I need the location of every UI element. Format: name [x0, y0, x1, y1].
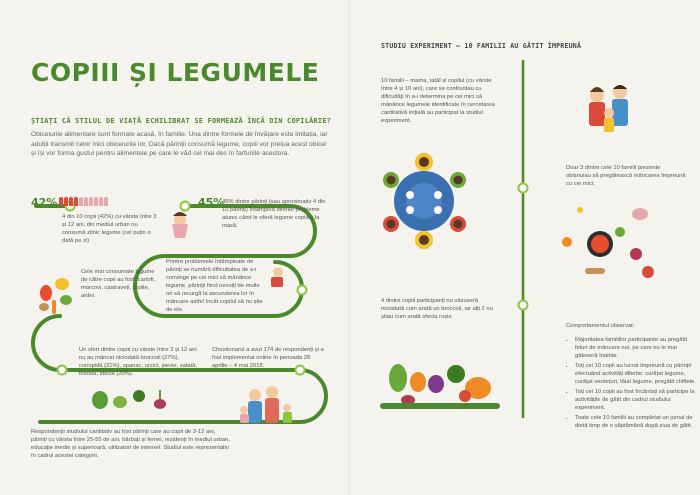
observed-list — [566, 336, 697, 432]
parents-stat-text: 45% dintre părinți (sau aproximativ 4 din 10 părinți) întâmpină diferite probleme atunci când le oferă legume copiilor la masă. — [222, 199, 326, 229]
experiment-node — [519, 301, 528, 310]
observed-title: Comportamentul observat: — [566, 323, 635, 329]
family-icon — [240, 386, 292, 423]
people-pictogram-icon — [59, 197, 108, 206]
kids-stat-text: 4 din 10 copii (42%) cu vârsta între 3 și 12 ani, din mediul urban nu consumă zilnic legume (cel puțin o dată pe zi) — [62, 214, 157, 244]
vegetables-basket-icon — [380, 364, 500, 409]
greens-row-icon — [92, 390, 166, 409]
track-node — [58, 366, 67, 375]
kids-percentage: 42% — [31, 196, 58, 209]
page-subtitle: ȘTIAȚI CĂ STILUL DE VIAȚĂ ECHILIBRAT SE FORMEAZĂ ÎNCĂ DIN COPILĂRIE? — [31, 117, 332, 125]
page-title: COPIII ȘI LEGUMELE — [31, 58, 320, 87]
experiment-heading: STUDIU EXPERIMENT – 10 FAMILII AU GĂTIT ÎMPREUNĂ — [381, 42, 582, 50]
participants-text: 4 dintre copiii participanți nu văzuseră niciodată cum arată un broccoli, iar alți 2 nu știau cum arată sfecla roșie. — [381, 298, 493, 320]
track-node — [298, 286, 307, 295]
survey-stat-text: Chestionarul a avut 174 de respondenți și a fost implementat online în perioada 28 aprilie – 4 mai 2018. — [212, 347, 324, 369]
respondents-text: Respondenții studiului cantitativ au fost părinți care au copii de 3-12 ani, părinți cu vârsta între 25-55 de ani, bărbați și femei, rezidenți în mediul urban, educație medie și superioară, utilizatori de internet. Studiul este reprezentativ în cadrul acestei categorii. — [31, 429, 230, 459]
list-item: • Toți cei 10 copii au fost încântați să participe la activitățile de gătit din cadrul studiului experiment. — [575, 388, 697, 412]
girl-icon — [172, 212, 188, 238]
list-item: • Toate cele 10 familii au completat un jurnal de dietă timp de o săptămână după ziua de gătit. — [575, 414, 697, 430]
list-item: • Majoritatea familiilor participante au pregătit feluri de mâncare noi, pe care nu le mai găteseră înainte. — [575, 336, 697, 360]
list-item: • Toți cei 10 copii au lucrat împreună cu părinții efectuând activități diferite: curățat legume, curățat verdețuri, tăiat legume, pregătit chiftele. — [575, 362, 697, 386]
vegetables-cluster-icon — [39, 278, 72, 314]
experiment-node — [519, 184, 528, 193]
cooking-together-text: Doar 3 dintre cele 10 familii prezente obișnuiau să pregătească mâncarea împreună cu cei mici. — [566, 165, 686, 187]
quarter-stat-text: Un sfert dintre copiii cu vârste între 3 și 12 ani nu au mâncat niciodată broccoli (27%), conopidă (21%), spanac, urzici, ștevie, salată, lobodă, sfeclă (20%). — [79, 347, 197, 377]
families-text: 10 familii – mama, tatăl și copilul (cu vârste între 4 și 10 ani), care se confruntau cu dificultăți în a-i determina pe cei mici să mănânce legumele identificate în cercetarea cantitativă inițială au participat la studiul experiment. — [381, 78, 495, 124]
track-node — [181, 202, 190, 211]
family-portrait-icon — [589, 85, 628, 132]
intro-paragraph: Obiceiurile alimentare sunt formate acasă, în familie. Una dintre formele de învățare este imitația, iar adulții transmit celor mici obiceiurile lor. Dacă părinții consumă legume, copiii vor prelua acest obicei și își vor forma gustul pentru alimentele pe care le văd cel mai des în farfuriile acestora. — [31, 131, 328, 157]
problems-stat-text: Printre problemele întâmpinate de părinți se numără dificultatea de a-i convinge pe cei mici să mănânce legume, părinții fiind nevoiți de multe ori să recurgă la ascunderea lor în mâncare astfel încât copilul să nu știe de ele. — [166, 259, 263, 313]
cooking-ingredients-icon — [562, 204, 654, 278]
dining-table-icon — [383, 153, 466, 249]
child-eating-icon — [271, 267, 283, 287]
vegetables-stat-text: Cele mai consumate legume de către copii au fost: cartofi, morcovi, castraveți, roșiile, ardei. — [81, 269, 156, 299]
parents-percentage: 45% — [198, 196, 225, 209]
